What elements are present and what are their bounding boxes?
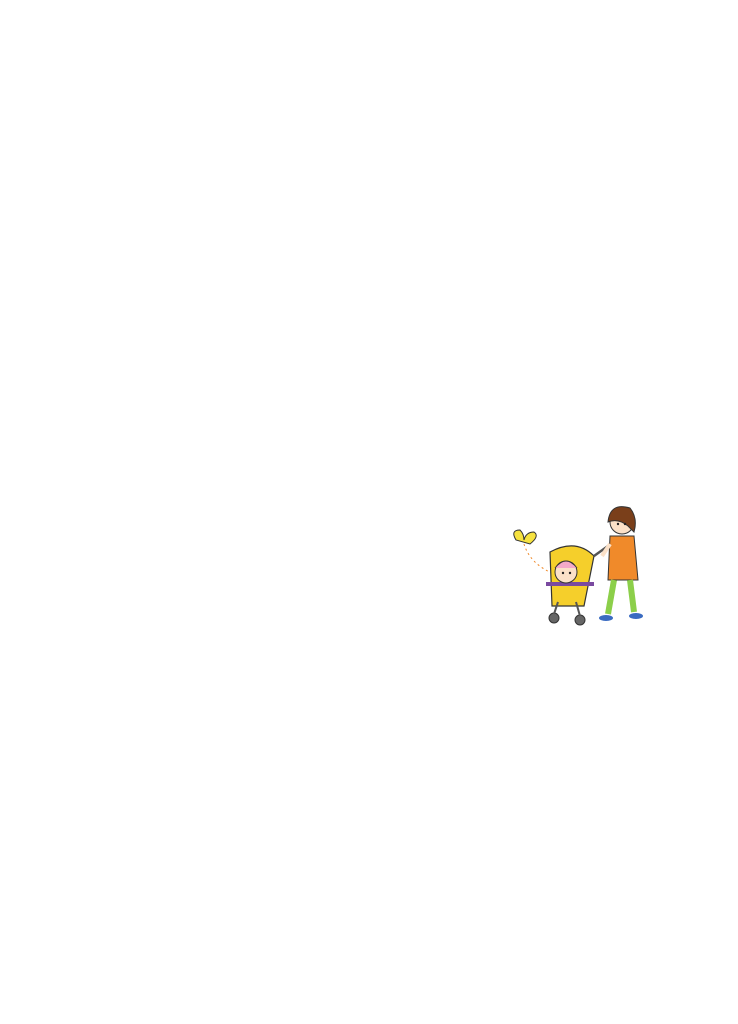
top-fish-border: [150, 36, 530, 76]
strawberry-border: [28, 912, 718, 956]
mother-stroller-icon: [510, 500, 650, 630]
chick-border: [186, 190, 486, 224]
